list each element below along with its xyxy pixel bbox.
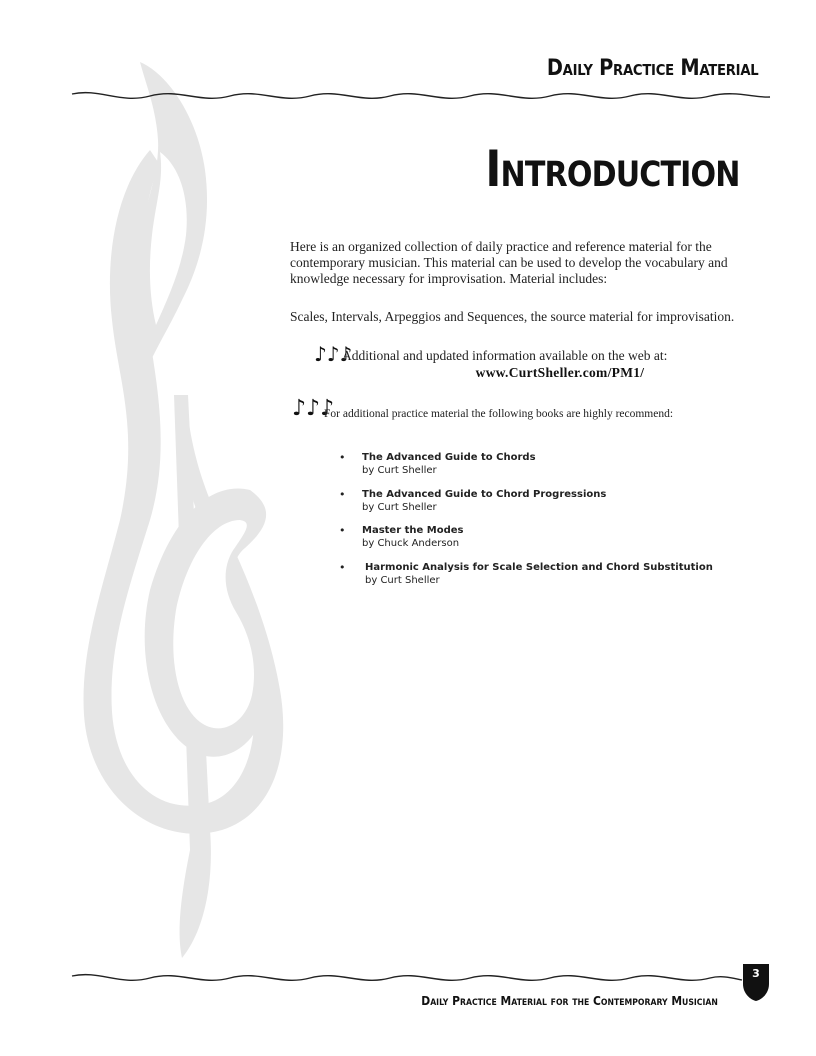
list-item — [335, 561, 713, 598]
page-number: 3 — [752, 967, 760, 980]
bullet-icon: • — [339, 560, 346, 574]
bullet-icon: • — [339, 451, 346, 464]
book-author: by Curt Sheller — [362, 501, 437, 513]
book-title: The Advanced Guide to Chord Progressions — [362, 488, 607, 500]
running-header: Daily Practice Material — [546, 56, 758, 81]
music-notes-icon: ♪♪♪ — [292, 396, 335, 421]
list-item — [335, 451, 713, 488]
book-author: by Chuck Anderson — [362, 538, 460, 549]
book-author: by Curt Sheller — [365, 574, 440, 586]
web-note-text: Additional and updated information available on the web at: — [342, 348, 668, 363]
list-item — [335, 488, 713, 525]
book-title: The Advanced Guide to Chords — [362, 452, 536, 463]
bullet-icon: • — [339, 524, 346, 537]
bullet-icon: • — [339, 487, 346, 501]
header-wave-rule — [0, 82, 816, 112]
running-footer: Daily Practice Material for the Contemporary Musician — [421, 993, 718, 1008]
book-title: Master the Modes — [362, 525, 464, 536]
music-notes-icon: ♪♪♪ — [314, 342, 353, 366]
footer-wave-rule — [0, 964, 816, 994]
list-item — [335, 524, 713, 561]
intro-paragraph: Here is an organized collection of daily practice and reference material for the contemporary musician. This material can be used to develop the vocabulary and knowledge necessary for improvisation. Material includes: — [290, 239, 728, 286]
book-title: Harmonic Analysis for Scale Selection and Chord Substitution — [365, 561, 713, 573]
website-link[interactable]: www.CurtSheller.com/PM1/ — [475, 365, 645, 380]
materials-paragraph: Scales, Intervals, Arpeggios and Sequences, the source material for improvisation. — [290, 309, 735, 324]
book-author: by Curt Sheller — [362, 465, 437, 476]
book-list — [335, 451, 713, 597]
books-note-text: For additional practice material the following books are highly recommend: — [324, 408, 674, 420]
page-title: Introduction — [485, 140, 740, 198]
